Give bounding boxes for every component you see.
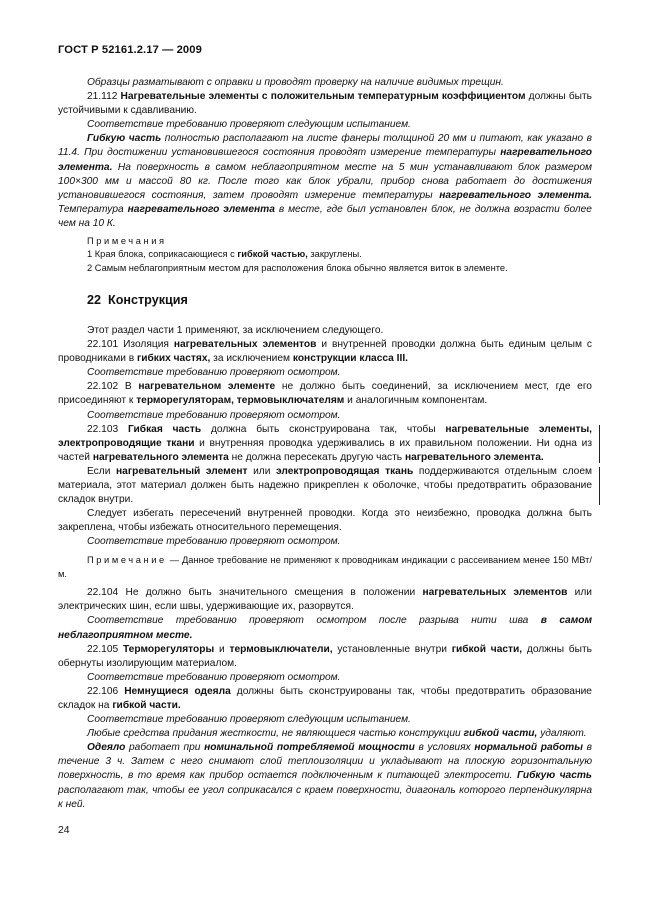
note-2: 2 Самым неблагоприятным местом для расположения блока обычно является виток в элементе. [87, 262, 508, 273]
bold-term: нагревательного элемента [127, 203, 275, 215]
bold-term: Гибкую часть [516, 770, 592, 782]
bold-term: Немнущиеся одеяла [124, 685, 231, 697]
clause-22-101 [58, 338, 592, 366]
clause-text: 22.102 В [87, 381, 132, 393]
bold-term: нагревательном элементе [138, 381, 276, 393]
clause-text: или [253, 465, 271, 477]
test-text: в течение 3 ч. Затем с него снимают слой теплоизоляции и укладывают на плоскую горизонтальную поверхность, в то время как прибор остается подключенным к питающей электросети. [58, 742, 592, 782]
bold-term: в самом неблагоприятном месте. [58, 615, 592, 641]
bold-term: нагревательный элемент [116, 465, 248, 477]
compliance-inspection: Соответствие требованию проверяют осмотром. [87, 367, 341, 379]
clause-number: 22.103 [87, 423, 119, 435]
clause-text: 22.106 [87, 685, 119, 697]
test-text: Любые средства придания жесткости, не являющиеся частью конструкции [87, 728, 461, 740]
clause-text: и аналогичным компонентам. [347, 395, 488, 407]
compliance-inspection: Соответствие требованию проверяют осмотром. [87, 671, 341, 683]
bold-term: гибких частях, [136, 353, 211, 365]
clause-text: и внутренней проводки должна быть единым целым с проводниками в [58, 339, 592, 365]
clause-text: 22.101 Изоляция [87, 339, 169, 351]
bold-term: конструкции класса III. [292, 353, 408, 365]
clause-text: установленные внутри [337, 643, 447, 655]
clause-text: или электрических шин, если швы, удерживающие их, разорвутся. [58, 587, 592, 613]
test-text: Температура [58, 203, 124, 215]
compliance-inspection: Соответствие требованию проверяют осмотром. [87, 409, 341, 421]
compliance-22-104 [58, 614, 592, 642]
note-text: 1 Края блока, соприкасающиеся с [87, 249, 235, 260]
bold-term: нагревательного элемента. [58, 147, 592, 173]
page-content [58, 76, 592, 812]
clause-text: и внутренняя проводка удерживались в их правильном положении. Ни одна из частей [58, 437, 592, 463]
notes-heading: Примечания [87, 236, 167, 247]
note-text: — Данное требование не применяют к проводникам индикации с рассеиванием менее 150 МВт/м. [58, 555, 592, 579]
note-label: Примечание [87, 555, 167, 566]
clause-22-106 [58, 685, 592, 713]
test-text: удаляют. [540, 728, 587, 740]
clause-text: должны быть устойчивыми к сдавливанию. [58, 91, 592, 117]
bold-term: Нагревательные элементы с положительным температурным коэффициентом [120, 91, 526, 103]
note-22-103 [58, 554, 592, 581]
clause-22-103-wiring: Следует избегать пересечений внутренней проводки. Когда это неизбежно, проводка должна быть закреплена, чтобы избежать относительного перемещения. [58, 508, 592, 534]
note-1 [58, 248, 592, 261]
stiffening-removal [58, 727, 592, 741]
test-text: работает при [129, 742, 201, 754]
clause-text: должна быть сконструирована так, чтобы [210, 423, 436, 435]
bold-term: Гибкая часть [128, 423, 202, 435]
clause-text: не должно быть соединений, за исключением мест, где его присоединяют к [58, 381, 592, 407]
test-text: в условиях [418, 742, 471, 754]
bold-term: нагревательных элементов [422, 587, 568, 599]
bold-term: электропроводящая ткань [276, 465, 414, 477]
clause-22-104 [58, 586, 592, 614]
clause-text: должны быть сконструированы так, чтобы предотвратить образование складок на [58, 685, 592, 711]
bold-term: термовыключатели, [229, 643, 333, 655]
clause-22-105 [58, 643, 592, 671]
bold-term: гибкой части. [112, 700, 181, 711]
page-number: 24 [58, 825, 70, 836]
compliance-tests-statement: Соответствие требованию проверяют следующим испытанием. [87, 119, 411, 131]
bold-term: нагревательных элементов [173, 339, 317, 351]
compliance-inspection: Соответствие требованию проверяют осмотром. [87, 536, 341, 548]
bold-term: гибкой части, [451, 643, 523, 655]
blanket-test [58, 741, 592, 811]
bold-term: Одеяло [87, 742, 126, 754]
clause-22-102 [58, 380, 592, 408]
section-title: Конструкция [108, 292, 188, 307]
clause-text: не должна пересекать другую часть [231, 451, 403, 463]
clause-text: 22.105 [87, 643, 119, 655]
bold-term: нагревательные элементы, электропроводящие ткани [58, 423, 593, 449]
test-text: полностью располагают на листе фанеры толщиной 20 мм и питают, как указано в 11.4. При достижении установившегося состояния проводят измерение температуры [58, 133, 592, 159]
test-description-21-112 [58, 132, 592, 231]
section-intro: Этот раздел части 1 применяют, за исключением следующего. [87, 324, 384, 336]
bold-term: терморегуляторам, термовыключателям [136, 395, 345, 407]
test-text: На поверхность в самом неблагоприятном месте на 5 мин устанавливают блок размером 100×300 мм и массой 80 кг. После того как блок убрали, прибор снова работает до достижения установившегося состояния, затем проводят измерение температуры [58, 161, 592, 201]
clause-21-112 [58, 90, 592, 118]
bold-term: нормальной работы [474, 742, 583, 754]
test-text: располагают так, чтобы ее угол соприкасался с краем поверхности, диагональ которого перпендикулярна к ней. [58, 784, 592, 810]
bold-term: нагревательного элемента. [439, 189, 593, 201]
clause-text: поддерживаются отдельным слоем материала, этот материал должен быть надежно прикреплен к оболочке, чтобы предотвратить образование складок внутри. [58, 465, 593, 506]
compliance-tests-statement: Соответствие требованию проверяют следующим испытанием. [87, 714, 411, 726]
clause-text: 22.104 Не должно быть значительного смещения в положении [87, 587, 416, 599]
bold-term: нагревательного элемента [92, 451, 229, 463]
compliance-text: Соответствие требованию проверяют осмотром после разрыва нити шва [87, 615, 529, 627]
bold-term: Гибкую часть [87, 133, 162, 145]
test-text: в месте, где был установлен блок, не должна возрасти более чем на 10 К. [58, 203, 592, 229]
note-text: закруглены. [310, 249, 362, 260]
clause-number: 21.112 [87, 91, 118, 103]
bold-term: номинальной потребляемой мощности [204, 742, 415, 754]
clause-text: и [218, 643, 225, 655]
bold-term: гибкой части, [463, 728, 538, 740]
intro-paragraph: Образцы разматывают с оправки и проводят проверку на наличие видимых трещин. [87, 77, 504, 88]
bold-term: нагревательного элемента. [404, 451, 544, 463]
clause-22-103-support [58, 465, 592, 507]
clause-text: Если [87, 465, 111, 477]
section-heading [58, 292, 592, 309]
document-header: ГОСТ Р 52161.2.17 — 2009 [58, 44, 202, 56]
bold-term: гибкой частью, [237, 249, 308, 260]
bold-term: Терморегуляторы [122, 643, 215, 655]
section-number: 22 [87, 292, 102, 307]
clause-22-103 [58, 423, 592, 465]
clause-text: должны быть обернуты изолирующим материалом. [58, 643, 592, 669]
clause-text: за исключением [213, 353, 291, 365]
